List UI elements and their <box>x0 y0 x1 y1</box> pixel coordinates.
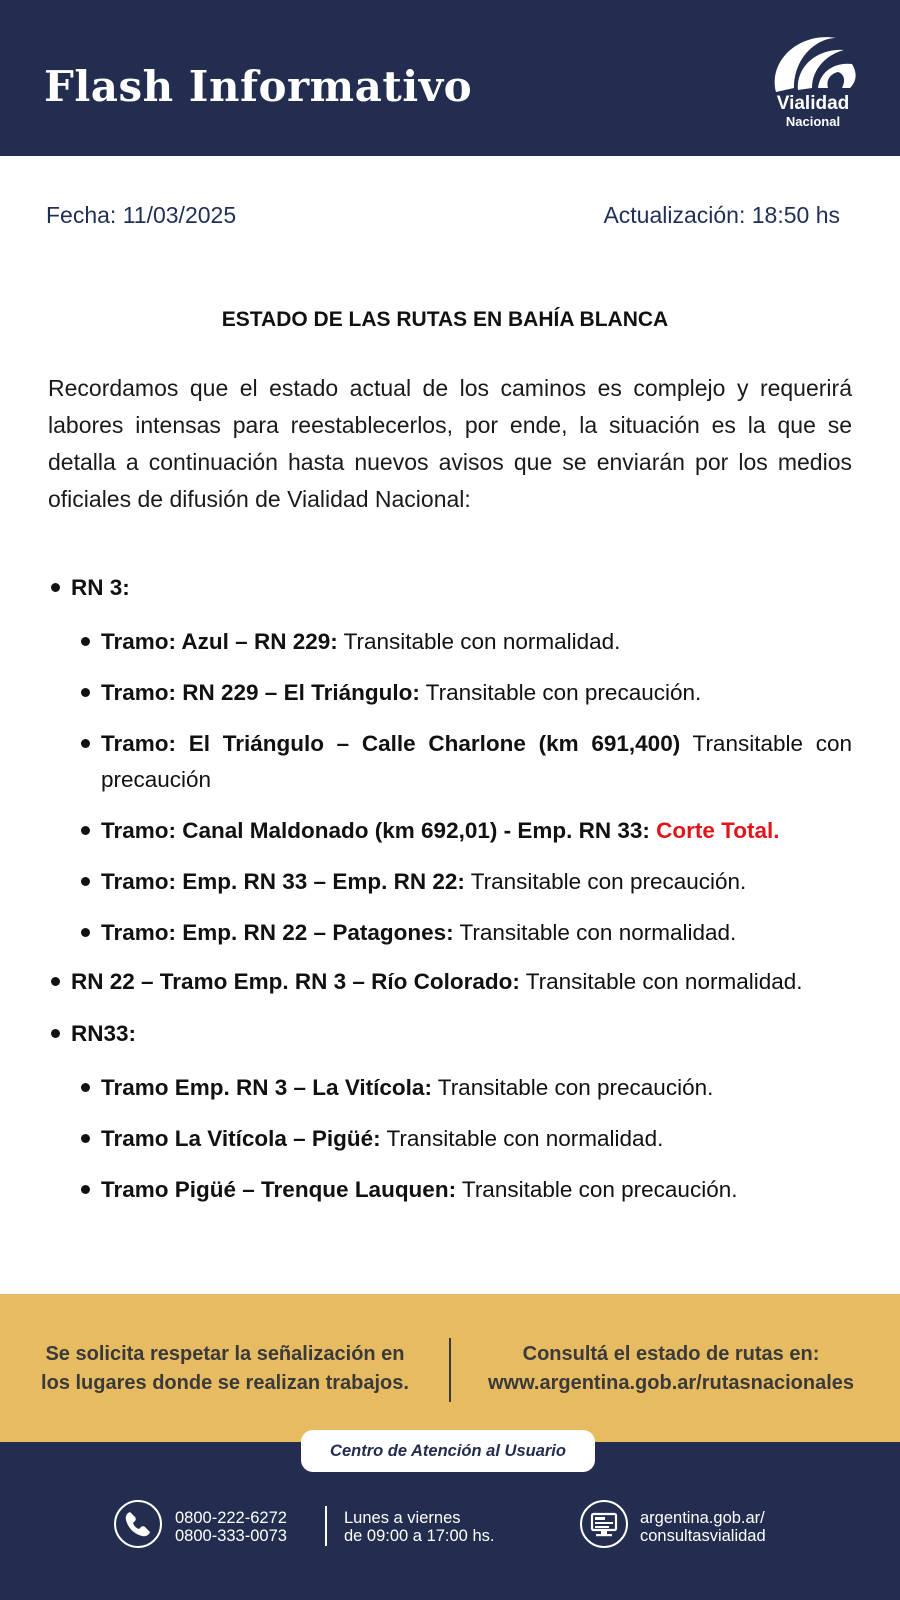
routes-status-url[interactable]: www.argentina.gob.ar/rutasnacionales <box>487 1372 854 1394</box>
bullet-icon <box>81 1083 90 1092</box>
footer-divider <box>325 1506 327 1546</box>
website-line[interactable]: argentina.gob.ar/ <box>640 1509 765 1527</box>
segment-status: Transitable con normalidad. <box>519 969 803 994</box>
road-swoosh-icon <box>766 26 860 96</box>
list-item-segment <box>48 915 852 951</box>
signage-notice-line: los lugares donde se realizan trabajos. <box>41 1372 409 1394</box>
routes-status-caption: Consultá el estado de rutas en: <box>522 1343 820 1365</box>
update-time-label: Actualización: 18:50 hs <box>603 202 840 228</box>
bullet-icon <box>51 1029 60 1038</box>
segment-status: Transitable con normalidad. <box>337 629 621 654</box>
bullet-icon <box>81 739 90 748</box>
segment-name: Tramo La Vitícola – Pigüé: <box>101 1126 381 1151</box>
list-item-segment <box>48 813 852 849</box>
segment-status: Transitable con normalidad. <box>453 920 737 945</box>
bullet-icon <box>81 1185 90 1194</box>
office-hours-line: Lunes a viernes <box>344 1509 461 1527</box>
route-label: RN 3: <box>71 575 130 600</box>
website-line[interactable]: consultasvialidad <box>640 1527 766 1545</box>
segment-status-closed: Corte Total. <box>649 818 780 843</box>
header-banner <box>0 0 900 156</box>
list-item-segment <box>48 1121 852 1157</box>
route-label: RN 22 – Tramo Emp. RN 3 – Río Colorado: <box>71 969 520 994</box>
bullet-icon <box>81 688 90 697</box>
segment-status: Transitable con precaución <box>101 731 852 792</box>
list-item-segment <box>48 1070 852 1106</box>
signage-notice <box>28 1340 422 1398</box>
phone-icon <box>114 1500 162 1548</box>
vialidad-logo <box>766 26 860 134</box>
segment-name: Tramo Pigüé – Trenque Lauquen: <box>101 1177 457 1202</box>
list-item-rn3 <box>48 572 852 603</box>
phone-number[interactable]: 0800-222-6272 <box>175 1509 287 1527</box>
segment-name: Tramo Emp. RN 3 – La Vitícola: <box>101 1075 432 1100</box>
segment-name: Tramo: RN 229 – El Triángulo: <box>101 680 420 705</box>
list-item-segment <box>48 624 852 660</box>
customer-service-pill: Centro de Atención al Usuario <box>301 1430 595 1472</box>
footer <box>0 1442 900 1600</box>
segment-status: Transitable con precaución. <box>456 1177 738 1202</box>
office-hours <box>344 1509 494 1545</box>
list-item-segment <box>48 675 852 711</box>
page-title: Flash Informativo <box>44 62 473 111</box>
segment-status: Transitable con normalidad. <box>380 1126 664 1151</box>
bullet-icon <box>81 637 90 646</box>
list-item-segment <box>48 726 852 798</box>
list-item-rn22 <box>48 966 852 997</box>
segment-name: Tramo: Canal Maldonado (km 692,01) - Emp. RN 33: <box>101 818 650 843</box>
phone-numbers[interactable] <box>175 1509 287 1545</box>
list-item-segment <box>48 864 852 900</box>
website-link[interactable] <box>640 1509 766 1545</box>
bullet-icon <box>81 826 90 835</box>
segment-name: Tramo: El Triángulo – Calle Charlone (km 691,400) <box>101 731 681 756</box>
segment-name: Tramo: Azul – RN 229: <box>101 629 338 654</box>
bullet-icon <box>51 977 60 986</box>
signage-notice-line: Se solicita respetar la señalización en <box>45 1343 405 1365</box>
segment-status: Transitable con precaución. <box>431 1075 714 1100</box>
segment-name: Tramo: Emp. RN 33 – Emp. RN 22: <box>101 869 465 894</box>
logo-name: Vialidad <box>776 93 850 114</box>
bullet-icon <box>51 583 60 592</box>
document-title: ESTADO DE LAS RUTAS EN BAHÍA BLANCA <box>221 308 669 331</box>
office-hours-line: de 09:00 a 17:00 hs. <box>344 1527 495 1545</box>
routes-list <box>48 572 852 1223</box>
routes-status-link[interactable] <box>466 1340 876 1398</box>
bullet-icon <box>81 877 90 886</box>
phone-number[interactable]: 0800-333-0073 <box>175 1527 287 1545</box>
notice-divider <box>449 1338 451 1402</box>
intro-paragraph: Recordamos que el estado actual de los caminos es complejo y requerirá labores intensas para reestablecerlos, por ende, la situación es la que se detalla a continuación hasta nuevos avisos que se enviarán por los medios oficiales de difusión de Vialidad Nacional: <box>48 375 852 512</box>
list-item-rn33 <box>48 1018 852 1049</box>
segment-status: Transitable con precaución. <box>419 680 702 705</box>
bullet-icon <box>81 1134 90 1143</box>
segment-name: Tramo: Emp. RN 22 – Patagones: <box>101 920 454 945</box>
segment-status: Transitable con precaución. <box>464 869 747 894</box>
list-item-segment <box>48 1172 852 1208</box>
date-label: Fecha: 11/03/2025 <box>46 202 237 228</box>
logo-subtitle: Nacional <box>785 114 841 129</box>
computer-icon <box>580 1500 628 1548</box>
route-label: RN33: <box>71 1021 137 1046</box>
notice-banner <box>0 1294 900 1442</box>
bullet-icon <box>81 928 90 937</box>
